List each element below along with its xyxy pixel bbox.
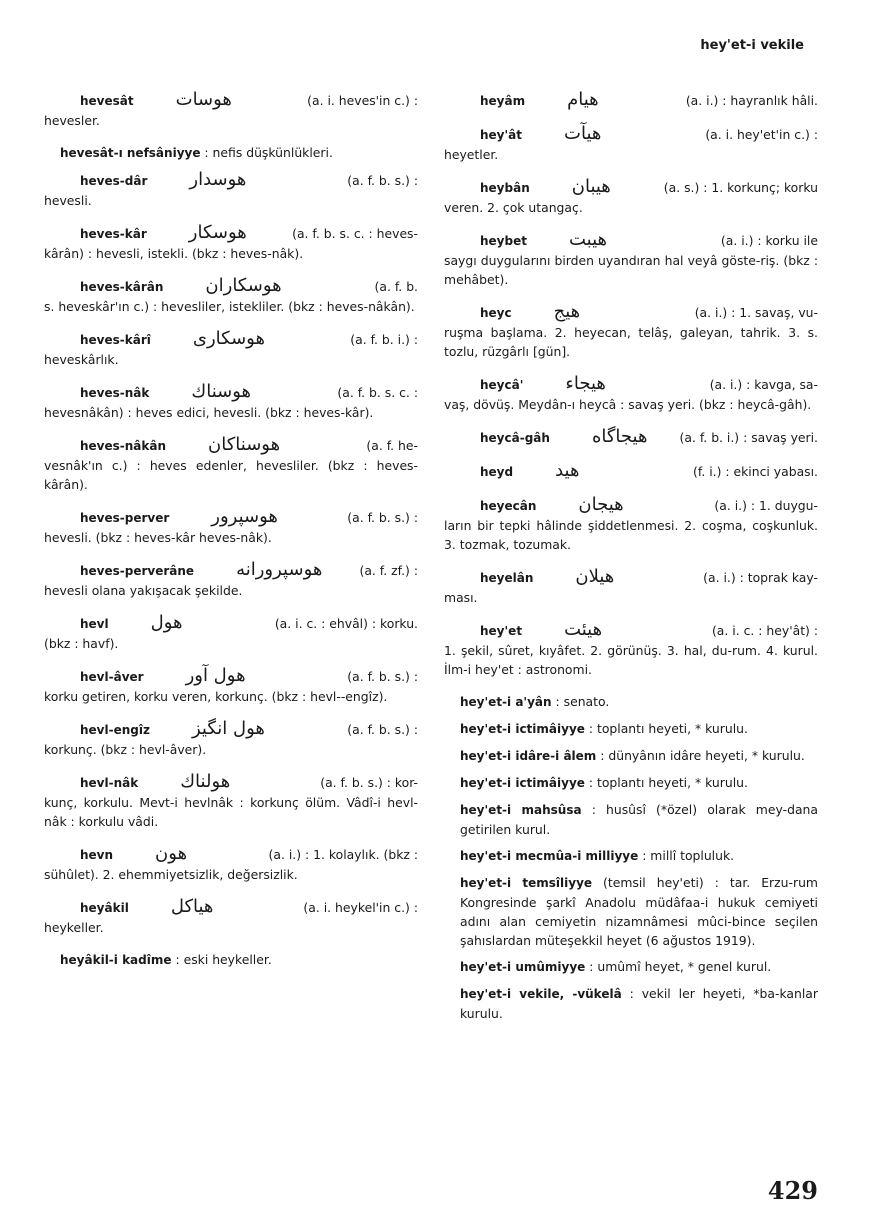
running-header: hey'et-i vekile: [700, 38, 804, 53]
entry-headword: heves-kârân: [80, 280, 164, 294]
entry-headline: [444, 90, 818, 111]
entry-grammar: (a. i.) : kavga, sa-: [709, 377, 818, 392]
dictionary-entry: [44, 897, 418, 937]
entry-grammar: (f. i.) : ekinci yabası.: [693, 464, 818, 479]
entry-headword: heves-dâr: [80, 174, 148, 188]
entry-grammar: (a. f. b. i.) :: [350, 332, 418, 347]
entry-arabic-script: هوسناكان: [208, 434, 281, 455]
dictionary-entry: [444, 302, 818, 361]
subentry-text: : toplantı heyeti, * kurulu.: [584, 721, 748, 736]
entry-arabic-script: هوسكارى: [192, 328, 265, 349]
entry-headword: hey'ât: [480, 128, 523, 142]
entry-definition: hevesler.: [44, 113, 100, 128]
entry-grammar: (a. i.) : korku ile: [720, 233, 818, 248]
entry-grammar: (a. i. hey'et'in c.) :: [705, 127, 818, 142]
dictionary-subentry: [444, 984, 818, 1023]
subentry-text: : toplantı heyeti, * kurulu.: [584, 775, 748, 790]
entry-definition: veren. 2. çok utangaç.: [444, 200, 583, 215]
entry-headword: heyc: [480, 306, 512, 320]
entry-headword: heyelân: [480, 571, 534, 585]
dictionary-entry: [444, 495, 818, 554]
entry-arabic-script: هيجان: [578, 494, 624, 515]
entry-grammar: (a. i.) : hayranlık hâli.: [685, 93, 818, 108]
entry-headword: heves-perver: [80, 511, 170, 525]
entry-headline: [44, 382, 418, 403]
entry-arabic-script: هون: [155, 843, 188, 864]
entry-headline: [44, 719, 418, 740]
dictionary-entry: [44, 223, 418, 263]
right-column: [444, 90, 818, 1030]
entry-definition: korku getiren, korku veren, korkunç. (bkz : hevl--engîz).: [44, 689, 388, 704]
entry-arabic-script: هيام: [567, 89, 599, 110]
dictionary-subentry: [444, 846, 818, 866]
entry-definition: hevesli.: [44, 193, 92, 208]
entry-definition: 1. şekil, sûret, kıyâfet. 2. görünüş. 3. hal, du-rum. 4. kurul. İlm-i hey'et : astronomi.: [444, 643, 818, 677]
dictionary-entry: [444, 177, 818, 217]
entry-headline: [44, 844, 418, 865]
dictionary-subentry: [444, 692, 818, 712]
entry-arabic-script: هيآت: [564, 123, 602, 144]
dictionary-entry: [444, 230, 818, 289]
subentry-headword: hey'et-i umûmiyye: [460, 960, 586, 974]
subentry-text: : millî topluluk.: [638, 848, 735, 863]
entry-headword: heybân: [480, 181, 530, 195]
dictionary-entry: [444, 90, 818, 111]
entry-headline: [444, 427, 818, 448]
entry-arabic-script: هيد: [555, 460, 580, 481]
entry-arabic-script: هيبان: [571, 176, 611, 197]
entry-definition: vesnâk'ın c.) : heves edenler, hevesliler. (bkz : heves-kârân).: [44, 458, 418, 492]
entry-grammar: (a. i.) : 1. kolaylık. (bkz :: [268, 847, 418, 862]
entry-headword: heyâkil: [80, 901, 129, 915]
entry-definition: hevesli olana yakışacak şekilde.: [44, 583, 243, 598]
entry-grammar: (a. f. b. s.) :: [347, 173, 418, 188]
subentry-text: : senato.: [551, 694, 610, 709]
entry-grammar: (a. f. b. s. c. : heves-: [292, 226, 418, 241]
subentry-text: : eski heykeller.: [171, 952, 272, 967]
entry-headline: [444, 374, 818, 395]
entry-grammar: (a. f. b.: [374, 279, 418, 294]
dictionary-entry: [44, 382, 418, 422]
entry-headline: [44, 507, 418, 528]
entry-grammar: (a. f. b. s.) : kor-: [320, 775, 418, 790]
entry-headword: heves-nâkân: [80, 439, 167, 453]
entry-arabic-script: هوسكار: [188, 222, 247, 243]
entry-arabic-script: هياكل: [170, 896, 214, 917]
left-column: [44, 90, 418, 977]
entry-headline: [444, 302, 818, 323]
entry-arabic-script: هيجاگاه: [591, 426, 648, 447]
entry-definition: heykeller.: [44, 920, 104, 935]
entry-headword: hevesât: [80, 94, 134, 108]
entry-headword: heyd: [480, 465, 514, 479]
entry-grammar: (a. f. he-: [366, 438, 418, 453]
entry-definition: korkunç. (bkz : hevl-âver).: [44, 742, 207, 757]
entry-headword: heycâ': [480, 378, 524, 392]
entry-headword: heycâ-gâh: [480, 431, 550, 445]
entry-definition: vaş, dövüş. Meydân-ı heycâ : savaş yeri. (bkz : heycâ-gâh).: [444, 397, 812, 412]
subentry-text: : nefis düşkünlükleri.: [200, 145, 333, 160]
entry-definition: saygı duygularını birden uyandıran hal veyâ göste-riş. (bkz : mehâbet).: [444, 253, 818, 287]
subentry-text: : husûsî (*özel) olarak mey-dana getirilen kurul.: [460, 802, 818, 837]
entry-definition: kârân) : hevesli, istekli. (bkz : heves-nâk).: [44, 246, 304, 261]
subentry-text: : vekil ler heyeti, *ba-kanlar kurulu.: [460, 986, 818, 1021]
entry-headline: [444, 620, 818, 641]
subentry-headword: heyâkil-i kadîme: [60, 953, 172, 967]
dictionary-subentry: [44, 950, 418, 970]
dictionary-entry: [44, 435, 418, 494]
entry-grammar: (a. i.) : toprak kay-: [703, 570, 818, 585]
entry-headline: [44, 170, 418, 191]
subentry-text: (temsil hey'eti) : tar. Erzu-rum Kongresinde şarkî Anadolu müdâfaa-i hukuk cemiyeti adını alan cemiyetin nizamnâmesi mûci-bince seçilen şahıslardan müteşekkil heyet (6 ağustos 1919).: [460, 875, 818, 948]
entry-arabic-script: هول انگيز: [191, 718, 265, 739]
entry-headword: hey'et: [480, 624, 523, 638]
entry-definition: ruşma başlama. 2. heyecan, telâş, galeyan, tahrik. 3. s. tozlu, rüzgârlı [gün].: [444, 325, 818, 359]
entry-arabic-script: هيبت: [568, 229, 607, 250]
page-number: 429: [767, 1176, 818, 1205]
entry-arabic-script: هوسات: [175, 89, 232, 110]
dictionary-entry: [444, 620, 818, 679]
entry-arabic-script: هيج: [553, 301, 581, 322]
entry-headword: hevl-âver: [80, 670, 144, 684]
entry-grammar: (a. s.) : 1. korkunç; korku: [663, 180, 818, 195]
entry-headline: [44, 329, 418, 350]
entry-grammar: (a. i. heves'in c.) :: [307, 93, 418, 108]
subentry-headword: hey'et-i temsîliyye: [460, 876, 593, 890]
dictionary-subentry: [444, 719, 818, 739]
entry-definition: (bkz : havf).: [44, 636, 119, 651]
entry-headline: [44, 772, 418, 793]
entry-grammar: (a. f. b. s.) :: [347, 722, 418, 737]
subentry-headword: hey'et-i ictimâiyye: [460, 722, 585, 736]
entry-headline: [444, 461, 818, 482]
dictionary-entry: [44, 613, 418, 653]
subentry-headword: hey'et-i ictimâiyye: [460, 776, 585, 790]
dictionary-entry: [44, 666, 418, 706]
entry-arabic-script: هوسپرورانه: [236, 559, 323, 580]
entry-arabic-script: هوسكاران: [205, 275, 282, 296]
entry-headword: heybet: [480, 234, 527, 248]
subentry-text: : dünyânın idâre heyeti, * kurulu.: [596, 748, 805, 763]
entry-definition: hevesnâkân) : heves edici, hevesli. (bkz : heves-kâr).: [44, 405, 374, 420]
entry-definition: sühûlet). 2. ehemmiyetsizlik, değersizlik.: [44, 867, 298, 882]
entry-headline: [444, 230, 818, 251]
entry-headword: heves-kâr: [80, 227, 147, 241]
entry-headline: [444, 124, 818, 145]
subentry-headword: hey'et-i mahsûsa: [460, 803, 582, 817]
dictionary-subentry: [444, 873, 818, 950]
entry-grammar: (a. i.) : 1. duygu-: [714, 498, 818, 513]
entry-grammar: (a. i. c. : ehvâl) : korku.: [274, 616, 418, 631]
dictionary-entry: [44, 170, 418, 210]
dictionary-entry: [44, 507, 418, 547]
dictionary-subentry: [444, 773, 818, 793]
dictionary-entry: [44, 90, 418, 130]
entry-headline: [444, 177, 818, 198]
entry-headline: [444, 495, 818, 516]
entry-definition: s. heveskâr'ın c.) : hevesliler, istekliler. (bkz : heves-nâkân).: [44, 299, 415, 314]
entry-headword: hevl-engîz: [80, 723, 150, 737]
entry-headline: [44, 613, 418, 634]
entry-headline: [444, 567, 818, 588]
dictionary-entry: [44, 329, 418, 369]
entry-headword: hevl-nâk: [80, 776, 139, 790]
entry-headword: heyâm: [480, 94, 526, 108]
dictionary-subentry: [44, 143, 418, 163]
subentry-headword: hey'et-i mecmûa-i milliyye: [460, 849, 639, 863]
entry-arabic-script: هوسناك: [191, 381, 252, 402]
dictionary-entry: [444, 124, 818, 164]
entry-grammar: (a. f. b. s.) :: [347, 669, 418, 684]
entry-definition: heveskârlık.: [44, 352, 119, 367]
entry-definition: heyetler.: [444, 147, 499, 162]
entry-headline: [44, 666, 418, 687]
entry-grammar: (a. f. b. s.) :: [347, 510, 418, 525]
dictionary-entry: [44, 276, 418, 316]
dictionary-entry: [44, 560, 418, 600]
dictionary-entry: [44, 844, 418, 884]
entry-arabic-script: هوسدار: [189, 169, 247, 190]
dictionary-entry: [444, 427, 818, 448]
entry-grammar: (a. i. c. : hey'ât) :: [711, 623, 818, 638]
subentry-headword: hevesât-ı nefsâniyye: [60, 146, 201, 160]
entry-definition: kunç, korkulu. Mevt-i hevlnâk : korkunç ölüm. Vâdî-i hevl-nâk : korkulu vâdi.: [44, 795, 418, 829]
entry-headline: [44, 560, 418, 581]
entry-grammar: (a. f. zf.) :: [359, 563, 418, 578]
dictionary-entry: [444, 567, 818, 607]
entry-arabic-script: هيئت: [564, 619, 603, 640]
dictionary-entry: [444, 461, 818, 482]
entry-grammar: (a. i. heykel'in c.) :: [303, 900, 418, 915]
entry-arabic-script: هولناك: [180, 771, 231, 792]
subentry-headword: hey'et-i vekile, -vükelâ: [460, 987, 622, 1001]
entry-headword: hevl: [80, 617, 109, 631]
dictionary-entry: [444, 374, 818, 414]
subentry-headword: hey'et-i idâre-i âlem: [460, 749, 597, 763]
entry-grammar: (a. f. b. i.) : savaş yeri.: [679, 430, 818, 445]
entry-definition: ların bir tepki hâlinde şiddetlenmesi. 2. coşma, coşkunluk. 3. tozmak, tozumak.: [444, 518, 818, 552]
subentry-text: : umûmî heyet, * genel kurul.: [585, 959, 772, 974]
entry-arabic-script: هوسپرور: [211, 506, 278, 527]
entry-arabic-script: هول: [150, 612, 183, 633]
entry-arabic-script: هيلان: [575, 566, 615, 587]
dictionary-entry: [44, 772, 418, 831]
entry-headline: [44, 223, 418, 244]
entry-headword: heves-nâk: [80, 386, 150, 400]
dictionary-subentry: [444, 746, 818, 766]
entry-arabic-script: هيجاء: [565, 373, 606, 394]
entry-headword: heves-perverâne: [80, 564, 195, 578]
entry-headline: [44, 90, 418, 111]
dictionary-subentry: [444, 957, 818, 977]
entry-definition: ması.: [444, 590, 478, 605]
entry-definition: hevesli. (bkz : heves-kâr heves-nâk).: [44, 530, 272, 545]
entry-grammar: (a. f. b. s. c. :: [337, 385, 418, 400]
entry-arabic-script: هول آور: [185, 665, 246, 686]
entry-headline: [44, 276, 418, 297]
dictionary-subentry: [444, 800, 818, 839]
dictionary-entry: [44, 719, 418, 759]
entry-headword: hevn: [80, 848, 114, 862]
subentry-headword: hey'et-i a'yân: [460, 695, 552, 709]
entry-headline: [44, 435, 418, 456]
entry-grammar: (a. i.) : 1. savaş, vu-: [694, 305, 818, 320]
entry-headword: heyecân: [480, 499, 537, 513]
entry-headline: [44, 897, 418, 918]
entry-headword: heves-kârî: [80, 333, 151, 347]
